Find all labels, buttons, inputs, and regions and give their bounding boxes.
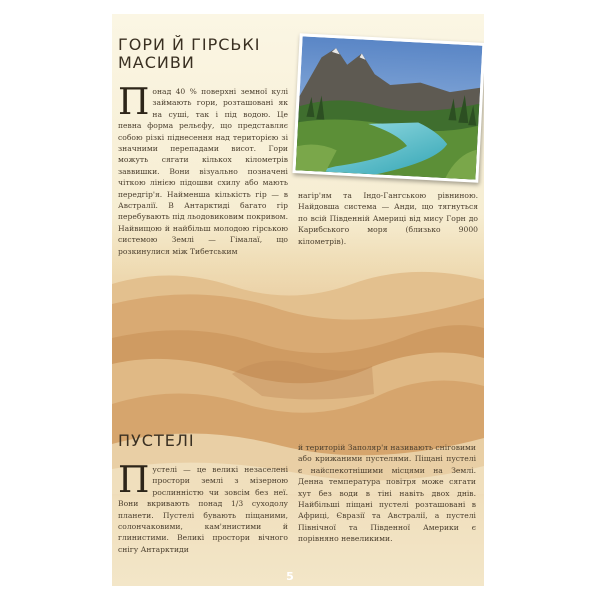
section-title-mountains: ГОРИ Й ГІРСЬКІ МАСИВИ bbox=[118, 35, 261, 72]
mountains-paragraph-part-1: онад 40 % поверхні земної кулі займають гори, розташовані як на суші, так і під водою. Це певна форма рельєфу, що представляє собою різкі піднесення над територією зі значними перепадами висот. Гори можуть сягати кількох кілометрів заввишки. Вони візуально позначені чіткою лінією підошви схилу або мають передгір'я. Найменша кількість гір — в Австралії. В Антарктиді багато гір перебувають під льодовиковим покривом. Найвищою й найбільш молодою гірською системою Землі — Гімалаї, що розкинулися між Тибетським bbox=[118, 87, 288, 256]
dropcap: П bbox=[118, 82, 150, 123]
mountains-text-column-2: нагір'ям та Індо-Гангською рівниною. Найдовша система — Анди, що тягнуться по всій Південній Америці від мису Горн до Карибського моря (близько 9000 кілометрів). bbox=[298, 191, 478, 246]
deserts-text-column-2: й територій Заполяр'я називають сніговими або крижаними пустелями. Піщані пустелі є найспекотнішими місцями на Землі. Денна температура повітря може сягати хут без води в тіні навіть двох днів. Найбільші піщані пустелі розташовані в Африці, Євразії та Австралії, а пустелі Північної та Південної Америки є порівняно невеликими. bbox=[298, 443, 476, 544]
deserts-paragraph-part-1: устелі — це великі незаселені простори землі з мізерною рослинністю чи зовсім без неї. Вони вкривають понад 1/3 суходолу планети. Пустелі бувають піщаними, солончаковими, кам'янистими й глинистими. Великі простори вічного снігу Антарктиди bbox=[118, 465, 288, 554]
mountain-photo bbox=[292, 33, 484, 183]
deserts-text-column-1 bbox=[118, 460, 288, 574]
page-number: 5 bbox=[286, 570, 294, 583]
mountains-text-column-1 bbox=[118, 82, 288, 266]
book-page bbox=[112, 14, 484, 586]
section-title-deserts: ПУСТЕЛІ bbox=[118, 431, 195, 450]
dropcap: П bbox=[118, 460, 150, 501]
